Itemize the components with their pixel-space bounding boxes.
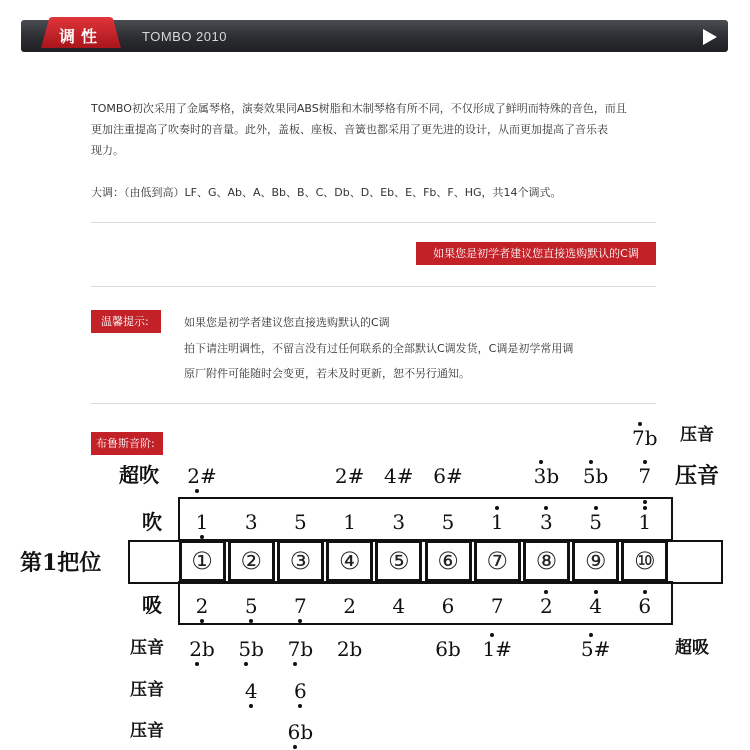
header-bar [21, 20, 728, 52]
hole-number: ⑥ [437, 547, 459, 575]
octave-dot-below [293, 662, 297, 666]
draw-note: 4 [589, 594, 602, 618]
octave-dot-below [249, 704, 253, 708]
play-icon[interactable] [703, 29, 717, 45]
draw-bend-note: 2b [189, 637, 215, 661]
octave-dot-above [589, 633, 593, 637]
octave-dot-above [589, 460, 593, 464]
octave-dot-below [293, 745, 297, 749]
octave-dot-below [200, 535, 204, 539]
overblow-note: 7 [638, 464, 652, 488]
divider [91, 403, 656, 404]
hole-5 [375, 540, 422, 582]
hole-number: ② [240, 547, 262, 575]
draw-bend-note: 1# [482, 637, 512, 661]
draw-note: 6 [441, 594, 455, 618]
draw-bend-note: 4 [244, 679, 258, 703]
overblow-note: 6# [433, 464, 463, 488]
blow-bend-label: 压音 [675, 463, 720, 489]
hole-number: ④ [338, 547, 361, 575]
octave-dot-below [195, 489, 199, 493]
draw-label: 吸 [142, 593, 162, 617]
blow-note: 5 [441, 510, 455, 534]
hole-4 [326, 540, 373, 582]
hole-8 [523, 540, 570, 582]
draw-bend-note: 5b [238, 637, 264, 661]
tip-label: 温馨提示: [91, 310, 161, 333]
overblow-note: 3b [533, 464, 560, 488]
tip-line-3: 原厂附件可能随时会变更，若未及时更新，恕不另行通知。 [184, 367, 470, 380]
octave-dot-below [244, 662, 248, 666]
hole-9 [572, 540, 619, 582]
blow-note: 3 [392, 510, 406, 534]
draw-bend-note: 2b [336, 637, 363, 661]
position-label: 第1把位 [20, 550, 102, 576]
draw-note: 5 [244, 594, 258, 618]
blow-note: 1 [638, 510, 652, 534]
octave-dot-below [195, 662, 199, 666]
intro-line-2: 更加注重提高了吹奏时的音量。此外，盖板、座板、音簧也都采用了更先进的设计，从而更加提高了音乐表 [91, 123, 608, 136]
octave-dot-above [638, 422, 642, 426]
hole-1 [179, 540, 226, 582]
blow-note: 3 [540, 510, 553, 534]
octave-dot-above [643, 590, 647, 594]
overblow-note: 2# [334, 464, 365, 488]
overdraw-label: 超吸 [675, 638, 709, 658]
default-key-banner[interactable]: 如果您是初学者建议您直接选购默认的C调 [416, 242, 656, 265]
hole-2 [228, 540, 275, 582]
draw-bend-label-1: 压音 [130, 638, 164, 658]
key-tab-label: 调性 [58, 27, 103, 46]
blow-bend-top-label: 压音 [680, 425, 714, 445]
overblow-label: 超吹 [119, 463, 159, 487]
divider [91, 286, 656, 287]
octave-dot-above [643, 500, 647, 504]
hole-number: ⑩ [634, 547, 656, 575]
overblow-note: 2# [187, 464, 217, 488]
octave-dot-above [594, 506, 598, 510]
tip-line-2: 拍下请注明调性，不留言没有过任何联系的全部默认C调发货，C调是初学常用调 [184, 342, 574, 355]
intro-line-1: TOMBO初次采用了金属琴格，演奏效果同ABS树脂和木制琴格有所不同，不仅形成了鲜明而特殊的音色，而且 [91, 102, 627, 115]
hole-number: ⑨ [584, 547, 607, 575]
draw-note: 2 [343, 594, 356, 618]
hole-number: ③ [289, 547, 312, 575]
overblow-note: 4# [384, 464, 414, 488]
blow-note: 5 [589, 510, 602, 534]
draw-note: 2 [540, 594, 553, 618]
blues-scale-label: 布鲁斯音阶: [91, 432, 163, 455]
blow-note: 5 [294, 510, 307, 534]
draw-bend-note: 6b [435, 637, 461, 661]
hole-number: ⑦ [486, 547, 508, 575]
hole-7 [474, 540, 521, 582]
hole-number: ⑧ [535, 547, 558, 575]
draw-note: 7 [294, 594, 307, 618]
header-title: TOMBO 2010 [142, 29, 227, 44]
tip-line-1: 如果您是初学者建议您直接选购默认的C调 [184, 316, 390, 329]
hole-10 [621, 540, 668, 582]
hole-number: ① [191, 547, 213, 575]
blow-note: 1 [490, 510, 504, 534]
blow-note: 1 [195, 510, 209, 534]
octave-dot-above [594, 590, 598, 594]
draw-bend-label-2: 压音 [130, 680, 164, 700]
draw-note: 2 [195, 594, 209, 618]
key-list: 大调：（由低到高）LF、G、Ab、A、Bb、B、C、Db、D、Eb、E、Fb、F、HG，共14个调式。 [91, 186, 562, 199]
blow-bend-note: 7b [632, 426, 658, 450]
draw-bend-label-3: 压音 [130, 721, 164, 741]
draw-bend-note: 6b [287, 720, 314, 744]
intro-line-3: 现力。 [91, 144, 124, 157]
draw-note: 6 [638, 594, 652, 618]
blow-label: 吹 [142, 510, 162, 534]
key-tab[interactable] [41, 17, 121, 48]
draw-bend-note: 5# [580, 637, 611, 661]
octave-dot-above [643, 506, 647, 510]
divider [91, 222, 656, 223]
hole-number: ⑤ [388, 547, 410, 575]
blow-note: 1 [343, 510, 356, 534]
octave-dot-below [200, 619, 204, 623]
draw-note: 7 [490, 594, 504, 618]
draw-bend-note: 7b [287, 637, 314, 661]
draw-note: 4 [392, 594, 406, 618]
hole-3 [277, 540, 324, 582]
octave-dot-below [298, 704, 302, 708]
overblow-note: 5b [582, 464, 609, 488]
blow-note: 3 [244, 510, 258, 534]
hole-6 [425, 540, 472, 582]
draw-bend-note: 6 [294, 679, 307, 703]
octave-dot-above [643, 460, 647, 464]
